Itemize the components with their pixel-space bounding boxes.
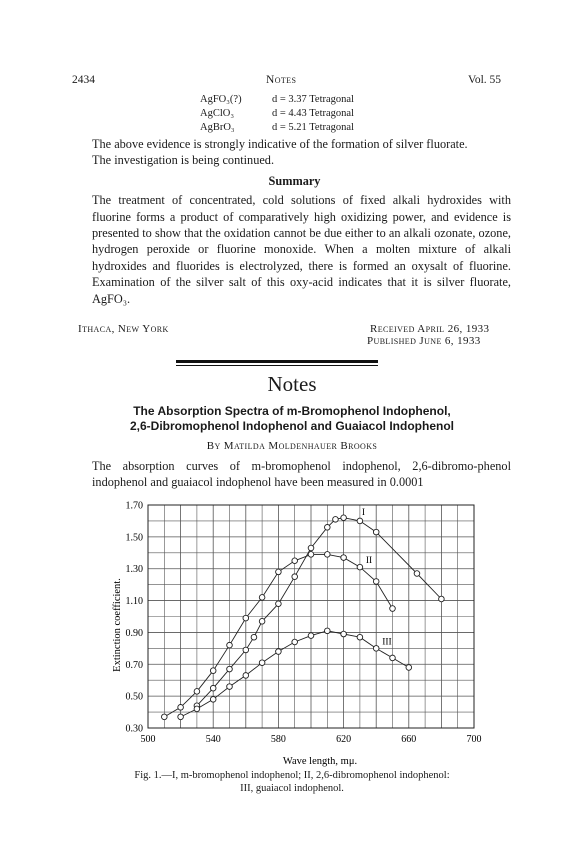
data-point-III <box>210 697 216 703</box>
x-tick-label: 700 <box>466 734 482 745</box>
data-point-II <box>390 606 396 612</box>
data-point-II <box>210 668 216 674</box>
paragraph-continued: The investigation is being continued. <box>92 153 275 168</box>
data-point-III <box>292 639 298 645</box>
x-tick-label: 580 <box>270 734 286 745</box>
data-point-III <box>194 706 200 712</box>
page-number: 2434 <box>72 74 95 86</box>
data-point-II <box>276 569 282 575</box>
location-line: Ithaca, New York <box>78 323 169 335</box>
figure-caption-line1: Fig. 1.—I, m-bromophenol indophenol; II, 2,6-dibromophenol indophenol: <box>134 770 450 781</box>
data-point-I <box>325 525 331 531</box>
data-point-I <box>210 685 216 691</box>
data-point-I <box>227 666 233 672</box>
received-date: Received April 26, 1933 <box>370 323 490 335</box>
data-point-I <box>251 634 257 640</box>
paragraph-evidence: The above evidence is strongly indicative of the formation of silver fluorate. <box>92 137 468 151</box>
published-date: Published June 6, 1933 <box>367 335 481 347</box>
data-point-I <box>243 647 249 653</box>
article-title-line2: 2,6-Dibromophenol Indophenol and Guaiacol Indophenol <box>130 419 454 433</box>
series-line-I <box>197 518 442 706</box>
data-point-III <box>325 628 331 634</box>
formula-density: d = 3.37 Tetragonal <box>272 94 354 105</box>
data-point-II <box>178 704 184 710</box>
formula-density: d = 5.21 Tetragonal <box>272 122 354 133</box>
data-point-II <box>325 552 331 558</box>
data-point-II <box>308 552 314 558</box>
data-point-I <box>357 518 363 524</box>
series-label-I: I <box>361 507 366 518</box>
data-point-III <box>406 665 412 671</box>
volume-label: Vol. 55 <box>468 74 502 86</box>
data-point-II <box>227 642 233 648</box>
y-tick-label: 0.70 <box>125 659 143 671</box>
y-tick-label: 1.30 <box>125 564 143 576</box>
y-tick-label: 0.50 <box>125 691 143 703</box>
y-tick-label: 1.50 <box>125 532 143 544</box>
data-point-II <box>373 579 379 585</box>
running-section: Notes <box>266 74 297 86</box>
data-point-III <box>390 655 396 661</box>
data-point-I <box>341 515 347 521</box>
data-point-II <box>194 689 200 695</box>
figure-caption-line2: III, guaiacol indophenol. <box>240 783 344 794</box>
data-point-III <box>243 673 249 679</box>
x-tick-label: 500 <box>140 734 156 745</box>
data-point-I <box>373 529 379 535</box>
notes-heading: Notes <box>267 372 317 396</box>
data-point-I <box>308 545 314 551</box>
data-point-I <box>333 517 339 523</box>
formula-density: d = 4.43 Tetragonal <box>272 108 354 119</box>
x-tick-label: 620 <box>336 734 352 745</box>
y-tick-label: 1.10 <box>125 596 143 608</box>
data-point-I <box>259 618 265 624</box>
data-point-III <box>178 714 184 720</box>
summary-paragraph: The treatment of concentrated, cold solutions of fixed alkali hydroxides with fluorine forms a product of comparatively high oxidizing power, and evidence is presented to show that the oxidation cannot be due either to an alkali ozonate, ozone, hydrogen peroxide or fluorine monoxide. When a molten mixture of alkali hydroxides and fluorides is electrolyzed, there is formed an oxysalt of fluorine. Examination of the silver salt of this oxy-acid indicates that it is silver fluorate, AgFO₃. <box>92 193 511 306</box>
data-point-II <box>243 615 249 621</box>
data-point-III <box>341 631 347 637</box>
formula-compound: AgFO₃(?) <box>200 94 242 105</box>
data-point-II <box>162 714 168 720</box>
y-tick-label: 0.30 <box>125 723 143 735</box>
y-axis-label: Extinction coefficient. <box>112 578 123 672</box>
data-point-II <box>292 558 298 564</box>
formula-compound: AgBrO₃ <box>200 122 235 133</box>
article-title-line1: The Absorption Spectra of m-Bromophenol Indophenol, <box>133 404 451 418</box>
data-point-III <box>308 633 314 639</box>
data-point-I <box>292 574 298 580</box>
data-point-III <box>227 684 233 690</box>
data-point-II <box>357 564 363 570</box>
y-tick-label: 1.70 <box>125 500 143 512</box>
intro-text: The absorption curves of m-bromophenol indophenol, 2,6-dibromo-phenol indophenol and guaiacol indophenol have been measured in 0.0001 <box>92 459 511 490</box>
data-point-I <box>439 596 445 602</box>
data-point-III <box>259 660 265 666</box>
data-point-III <box>373 646 379 652</box>
byline: By Matilda Moldenhauer Brooks <box>206 440 378 452</box>
data-point-I <box>276 601 282 607</box>
x-tick-label: 660 <box>401 734 417 745</box>
formula-compound: AgClO₃ <box>200 108 234 119</box>
data-point-I <box>414 571 420 577</box>
summary-heading: Summary <box>268 173 321 188</box>
data-point-III <box>357 634 363 640</box>
data-point-II <box>341 555 347 561</box>
series-label-II: II <box>365 556 373 567</box>
data-point-III <box>276 649 282 655</box>
data-point-II <box>259 595 265 601</box>
x-axis-label: Wave length, mμ. <box>282 756 358 767</box>
series-label-III: III <box>382 637 392 648</box>
x-tick-label: 540 <box>205 734 221 745</box>
y-tick-label: 0.90 <box>125 627 143 639</box>
